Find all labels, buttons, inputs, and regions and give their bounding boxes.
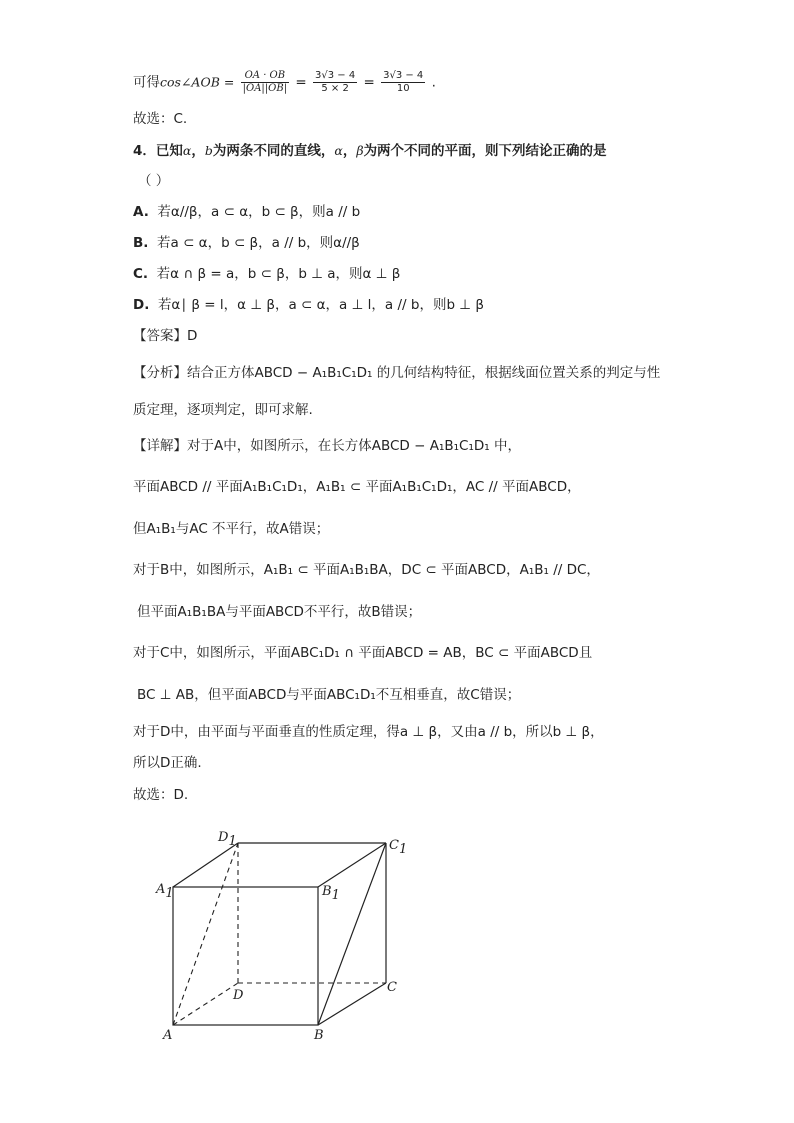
diagonal-b-c1 xyxy=(318,843,386,1025)
edge-b1-c1 xyxy=(318,843,386,887)
detail-line-6: 对于C中，如图所示，平面ABC₁D₁ ∩ 平面ABCD = AB，BC ⊂ 平面ABCD且 xyxy=(133,645,593,661)
prefix-text: 可得 xyxy=(133,74,160,91)
value-fraction-2: $\frac{3√3 - 4}{10}$ xyxy=(383,70,424,94)
option-a: A. 若α//β，a ⊂ α，b ⊂ β，则a // b xyxy=(133,204,361,220)
cos-formula-line: 可得cos∠AOB = $\frac{OA \cdot OB}{|OA||OB|}$ = $\frac{3√3 - 4}{5 \times 2}$ = $\frac{3√3 - 4}{10}$ . xyxy=(133,70,436,94)
cos-expression: cos∠AOB = xyxy=(160,74,235,90)
question-stem: 4．已知α，b为两条不同的直线，α，β为两个不同的平面，则下列结论正确的是 xyxy=(133,143,607,159)
detail-line-10: 故选：D. xyxy=(133,787,189,803)
edge-b-c xyxy=(318,983,386,1025)
detail-line-1: 【详解】对于A中，如图所示，在长方体ABCD − A₁B₁C₁D₁ 中， xyxy=(133,438,521,454)
label-a1: A1 xyxy=(156,882,174,901)
cube-figure xyxy=(0,823,794,1123)
detail-line-7: BC ⊥ AB，但平面ABCD与平面ABC₁D₁不互相垂直，故C错误； xyxy=(137,687,521,703)
label-d1: D1 xyxy=(218,830,237,849)
option-d: D. 若α∣ β = l，α ⊥ β，a ⊂ α，a ⊥ l，a // b，则b ⊥ β xyxy=(133,297,484,313)
label-b: B xyxy=(314,1028,324,1043)
vector-fraction: $\frac{OA \cdot OB}{|OA||OB|}$ xyxy=(242,70,288,94)
label-b1: B1 xyxy=(322,884,340,903)
detail-line-2: 平面ABCD // 平面A₁B₁C₁D₁，A₁B₁ ⊂ 平面A₁B₁C₁D₁，AC // 平面ABCD， xyxy=(133,479,581,495)
value-fraction-1: $\frac{3√3 - 4}{5 \times 2}$ xyxy=(314,70,356,94)
label-d: D xyxy=(233,988,244,1003)
option-c: C. 若α ∩ β = a，b ⊂ β，b ⊥ a，则α ⊥ β xyxy=(133,266,401,282)
detail-line-5: 但平面A₁B₁BA与平面ABCD不平行，故B错误； xyxy=(137,604,422,620)
detail-line-4: 对于B中，如图所示，A₁B₁ ⊂ 平面A₁B₁BA，DC ⊂ 平面ABCD，A₁B₁ // DC， xyxy=(133,562,600,578)
previous-answer: 故选：C. xyxy=(133,111,188,127)
analysis-line-1: 【分析】结合正方体ABCD − A₁B₁C₁D₁ 的几何结构特征，根据线面位置关系的判定与性 xyxy=(133,365,661,381)
answer-line: 【答案】D xyxy=(133,328,198,344)
hidden-edge-a-d xyxy=(173,983,238,1025)
detail-line-8: 对于D中，由平面与平面垂直的性质定理，得a ⊥ β，又由a // b，所以b ⊥ β， xyxy=(133,724,604,740)
analysis-line-2: 质定理，逐项判定，即可求解. xyxy=(133,402,313,418)
detail-line-3: 但A₁B₁与AC 不平行，故A错误； xyxy=(133,521,330,537)
cube-front-face xyxy=(173,887,318,1025)
detail-line-9: 所以D正确. xyxy=(133,755,202,771)
edge-a1-d1 xyxy=(173,843,238,887)
hidden-diagonal-a-d1 xyxy=(173,843,238,1025)
label-c1: C1 xyxy=(389,838,408,857)
answer-paren: （ ） xyxy=(138,173,170,189)
label-a: A xyxy=(163,1028,173,1043)
label-c: C xyxy=(387,980,397,995)
option-b: B. 若a ⊂ α，b ⊂ β，a // b，则α//β xyxy=(133,235,360,251)
